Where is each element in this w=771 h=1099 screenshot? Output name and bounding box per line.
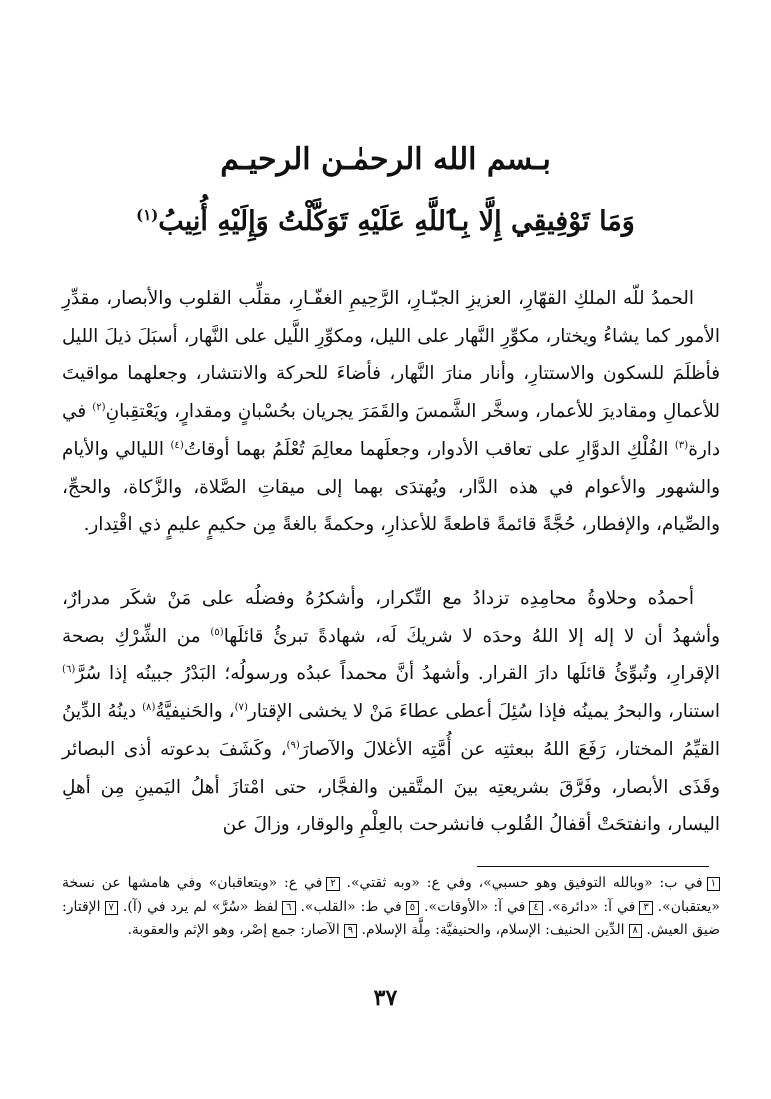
quran-verse	[0, 200, 771, 244]
paragraph-text: استنار، والبحرُ يمينُه فإذا سُئِلَ أعطى عطاءَ مَنْ لا يخشى الإقتار	[247, 701, 720, 723]
footnote-divider	[477, 866, 709, 867]
footnote	[118, 899, 296, 915]
footnote-text: في آ: «دائرة».	[547, 898, 636, 915]
footnote	[419, 899, 543, 915]
paragraph-text: ، وكَشَفَ بدعوته أذى البصائر وقَذَى الأبصار، وفَرَّقَ بشريعتِه بينَ المتَّقين والفجَّار، حتى امْتازَ أهلُ اليَمينِ مِن أهلِ اليسار، وانفتحَتْ أقفالُ القُلوب فانشرحت بالعِلْمِ والوقار، وزالَ عن	[62, 738, 720, 836]
footnote-number: ٦	[282, 901, 295, 915]
footnote-text: لفظ «سُرَّ» لم يرد في (آ).	[122, 898, 279, 915]
footnote-text: الإقتار: ضيق العيش.	[62, 898, 720, 938]
paragraph-text: أحمدُه وحلاوةُ محامِدِه تزدادُ مع التِّكرار، وأشكرُهُ وفضلُه على مَنْ شكَر مدرارٌ، وأشهدُ أن لا إله إلا اللهُ وحدَه لا شريكَ لَه، شهادةً تبرئُ قائلَها	[62, 588, 720, 647]
footnote-ref: (٩)	[286, 739, 300, 751]
paragraph-text: الحمدُ للّه الملكِ القهّارِ، العزيزِ الجبّـارِ، الرَّحِيمِ الغفّـارِ، مقلِّب القلوب والأبصار، مقدِّرِ الأمور كما يشاءُ ويختار، مكوِّرِ النَّهار على الليل، ومكوِّرِ اللَّيل على النَّهار، أسبَلَ ذيلَ الليل فأظلَمَ للسكون والاستتارِ، وأنار منارَ النَّهار، فأضاءَ للحركة والانتشار، وجعلهما مواقيتَ للأعمالِ ومقاديرَ للأعمار، وسخَّر الشَّمسَ والقَمَرَ يجريان بحُسْبانٍ ومقدارٍ، ويَعْتقِبانِ	[62, 288, 720, 423]
footnote-ref: (٧)	[234, 701, 248, 713]
page-number: ٣٧	[373, 985, 398, 1011]
basmala-heading: بـسم الله الرحمٰـن الرحيـم	[220, 142, 551, 177]
paragraph-text: الليالي والأيام والشهور والأعوام في هذه الدَّار، ويُهتدَى بهما إلى ميقاتِ الصَّلاة، والزَّكاة، والحجِّ، والصِّيام، والإفطار، حُجَّةً قائمةً قاطعةً للأعذارِ، وحكمةً بالغةً مِن حكيمٍ عليمٍ ذي اقْتِدار.	[62, 438, 720, 536]
footnote	[357, 922, 642, 938]
paragraph-text: من الشِّرْكِ بصحة الإقرارِ، وتُبوِّئُ قائلَها دارَ القرار. وأشهدُ أنَّ محمداً عبدُه ورسولُه؛ البَدْرُ جبينُه إذا سُرَّ	[62, 625, 720, 685]
verse-footnote-ref: (١)	[136, 206, 159, 224]
footnote	[543, 899, 653, 915]
footnote-ref: (٨)	[142, 701, 156, 713]
verse-text: وَمَا تَوْفِيقِي إِلَّا بِٱللَّهِ عَلَيْهِ تَوَكَّلْتُ وَإِلَيْهِ أُنِيبُ	[158, 206, 635, 237]
paragraph-testimony	[62, 580, 720, 844]
footnote-number: ٥	[406, 901, 419, 915]
footnote-number: ٨	[629, 924, 642, 938]
footnote-ref: (٥)	[210, 626, 224, 638]
footnote-text: في آ: «الأوقات».	[424, 898, 526, 915]
footnote	[127, 922, 357, 938]
footnote-number: ٧	[105, 901, 118, 915]
footnote-text: في ع: «ويتعاقبان» وفي هامشها عن نسخة «يعتقبان».	[62, 875, 720, 915]
footnote-ref: (٦)	[62, 664, 76, 676]
footnote-ref: (٤)	[170, 439, 184, 451]
footnote-number: ٢	[326, 877, 339, 891]
footnote-text: الآصار: جمع إصْر، وهو الإثم والعقوبة.	[127, 922, 340, 938]
footnote-number: ١	[707, 877, 720, 891]
paragraph-text: دينُهُ الدِّينُ القيِّمُ المختار، رَفَعَ اللهُ ببعثتِه عن أُمَّتِه الأغلالَ والآصارَ	[62, 701, 720, 760]
paragraph-text: في دارة	[62, 401, 721, 460]
paragraph-praise	[62, 280, 720, 544]
footnote-number: ٣	[639, 901, 652, 915]
footnote-text: في ب: «وبالله التوفيق وهو حسبي»، وفي ع: «وبه ثقتي».	[346, 875, 703, 891]
footnote	[340, 875, 720, 891]
paragraph-text: الفُلْكِ الدوَّارِ على تعاقب الأدوار، وجعلَهما معالِمَ تُعْلَمُ بهما أوقاتُ	[183, 438, 675, 460]
footnote-number: ٤	[529, 901, 542, 915]
footnote-ref: (٣)	[674, 439, 689, 451]
footnote-text: الدِّين الحنيف: الإسلام، والحنيفيَّة: مِلَّة الإسلام.	[361, 922, 625, 938]
footnote-text: في ط: «القلب».	[300, 898, 402, 915]
footnote-ref: (٢)	[92, 401, 106, 413]
footnotes	[62, 872, 720, 943]
footnote	[296, 899, 420, 915]
footnote-number: ٩	[344, 924, 357, 938]
paragraph-text: ، والحَنيفيَّةُ	[155, 701, 235, 723]
